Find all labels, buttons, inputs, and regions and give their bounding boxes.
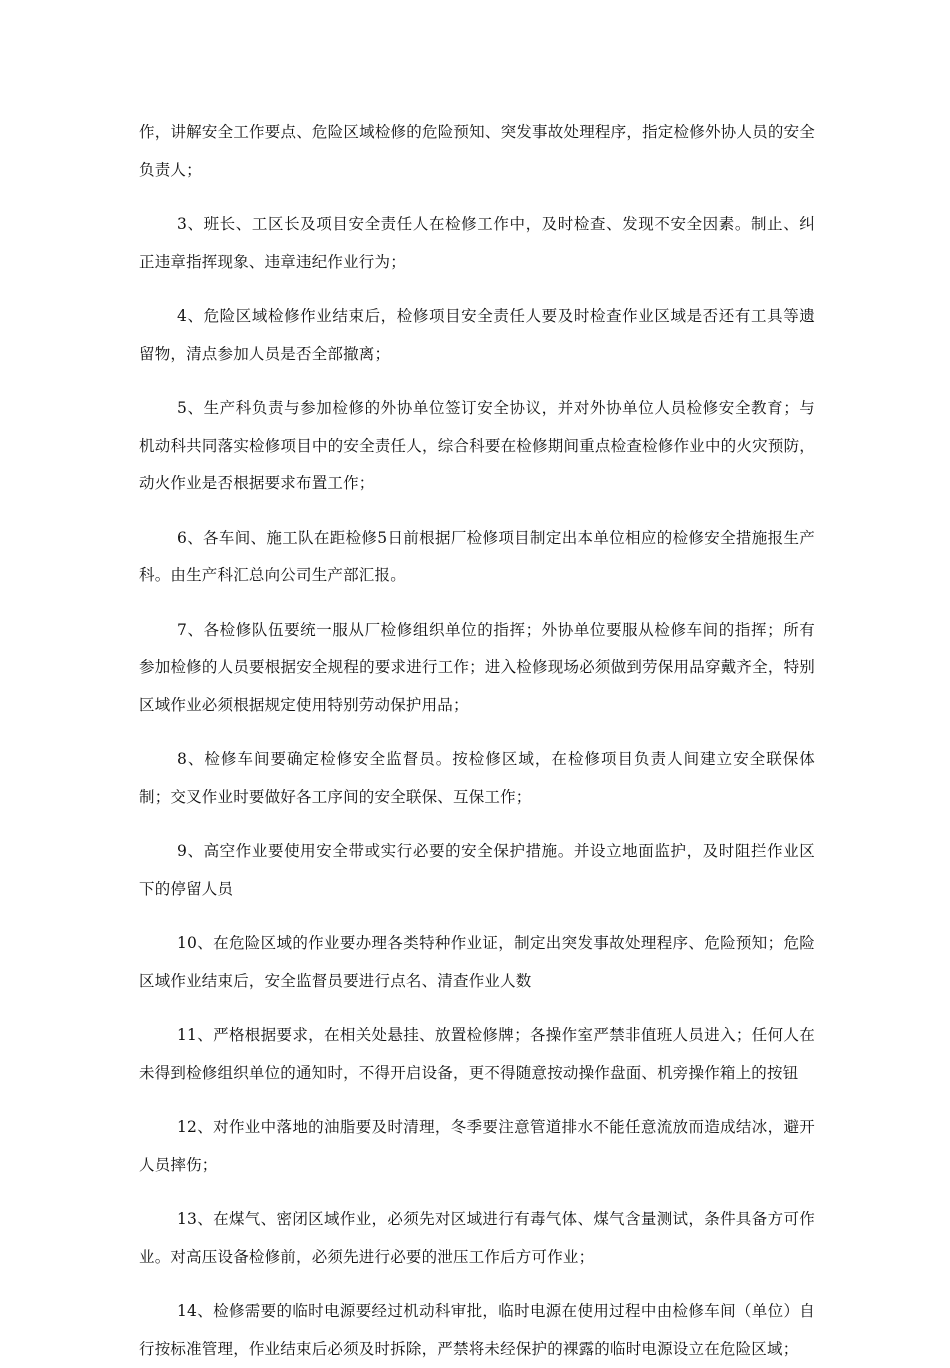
paragraph-item-5: 5、生产科负责与参加检修的外协单位签订安全协议，并对外协单位人员检修安全教育；与机动科共同落实检修项目中的安全责任人，综合科要在检修期间重点检查检修作业中的火灾预防，动火作业是否根据要求布置工作； (139, 399, 815, 492)
paragraph-item-3: 3、班长、工区长及项目安全责任人在检修工作中，及时检查、发现不安全因素。制止、纠正违章指挥现象、违章违纪作业行为； (139, 215, 815, 271)
paragraph-item-8: 8、检修车间要确定检修安全监督员。按检修区域，在检修项目负责人间建立安全联保体制；交叉作业时要做好各工序间的安全联保、互保工作； (139, 750, 815, 806)
paragraph-continuation: 作，讲解安全工作要点、危险区域检修的危险预知、突发事故处理程序，指定检修外协人员的安全负责人； (139, 123, 815, 179)
paragraph-item-4: 4、危险区域检修作业结束后，检修项目安全责任人要及时检查作业区域是否还有工具等遗留物，清点参加人员是否全部撤离； (139, 307, 815, 363)
paragraph-item-11: 11、严格根据要求，在相关处悬挂、放置检修牌；各操作室严禁非值班人员进入；任何人在未得到检修组织单位的通知时，不得开启设备，更不得随意按动操作盘面、机旁操作箱上的按钮 (139, 1026, 815, 1082)
paragraph-item-10: 10、在危险区域的作业要办理各类特种作业证，制定出突发事故处理程序、危险预知；危险区域作业结束后，安全监督员要进行点名、清查作业人数 (139, 934, 815, 990)
paragraph-item-9: 9、高空作业要使用安全带或实行必要的安全保护措施。并设立地面监护，及时阻拦作业区下的停留人员 (139, 842, 815, 898)
paragraph-item-7: 7、各检修队伍要统一服从厂检修组织单位的指挥；外协单位要服从检修车间的指挥；所有参加检修的人员要根据安全规程的要求进行工作；进入检修现场必须做到劳保用品穿戴齐全，特别区域作业必须根据规定使用特别劳动保护用品； (139, 620, 815, 714)
paragraph-item-14: 14、检修需要的临时电源要经过机动科审批，临时电源在使用过程中由检修车间（单位）自行按标准管理，作业结束后必须及时拆除，严禁将未经保护的裸露的临时电源设立在危险区域； (139, 1302, 815, 1358)
paragraph-item-6: 6、各车间、施工队在距检修5日前根据厂检修项目制定出本单位相应的检修安全措施报生产科。由生产科汇总向公司生产部汇报。 (139, 528, 815, 584)
paragraph-item-13: 13、在煤气、密闭区域作业，必须先对区域进行有毒气体、煤气含量测试，条件具备方可作业。对高压设备检修前，必须先进行必要的泄压工作后方可作业； (139, 1210, 815, 1266)
paragraph-item-12: 12、对作业中落地的油脂要及时清理，冬季要注意管道排水不能任意流放而造成结冰，避开人员摔伤； (139, 1118, 815, 1174)
